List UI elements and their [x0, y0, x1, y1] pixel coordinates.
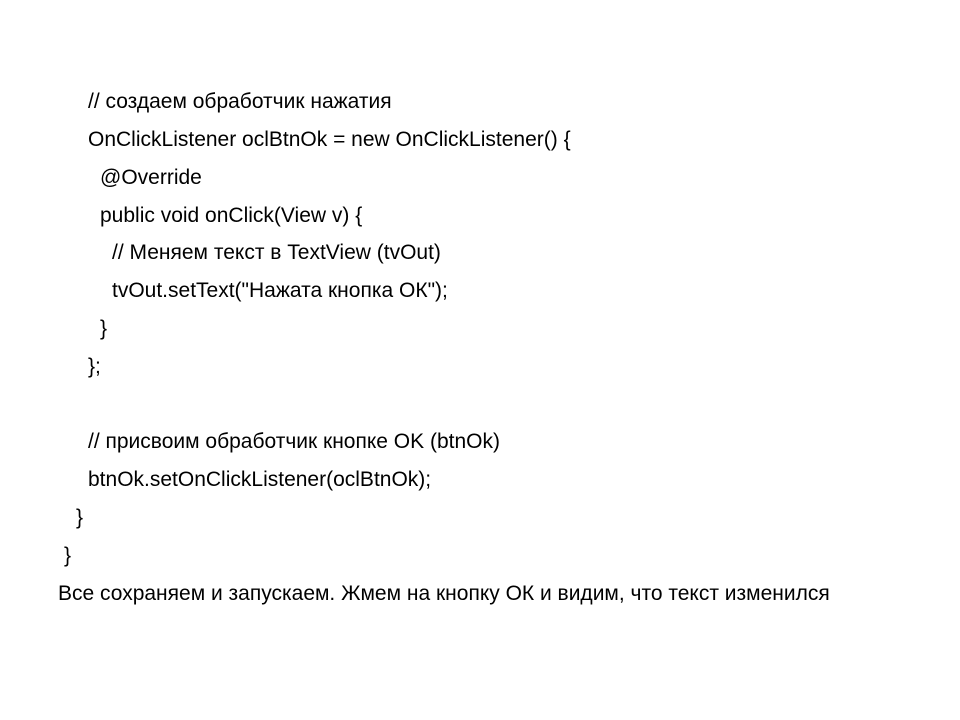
code-comment-assign-handler: // присвоим обработчик кнопке OK (btnOk)	[88, 430, 500, 453]
code-settext-call: tvOut.setText("Нажата кнопка ОК");	[112, 279, 448, 302]
code-comment-create-handler: // создаем обработчик нажатия	[88, 90, 392, 113]
code-set-listener-call: btnOk.setOnClickListener(oclBtnOk);	[88, 468, 432, 491]
code-override-annotation: @Override	[100, 166, 202, 189]
code-close-brace-inner: }	[76, 506, 84, 529]
code-close-brace-outer: }	[64, 544, 72, 567]
code-comment-change-text: // Меняем текст в TextView (tvOut)	[112, 241, 441, 264]
body-paragraph: Все сохраняем и запускаем. Жмем на кнопку ОК и видим, что текст изменился	[58, 582, 830, 605]
code-close-brace-method: }	[100, 317, 108, 340]
code-listener-declaration: OnClickListener oclBtnOk = new OnClickListener() {	[88, 128, 571, 151]
code-close-listener: };	[88, 355, 101, 378]
code-onclick-signature: public void onClick(View v) {	[100, 204, 363, 227]
